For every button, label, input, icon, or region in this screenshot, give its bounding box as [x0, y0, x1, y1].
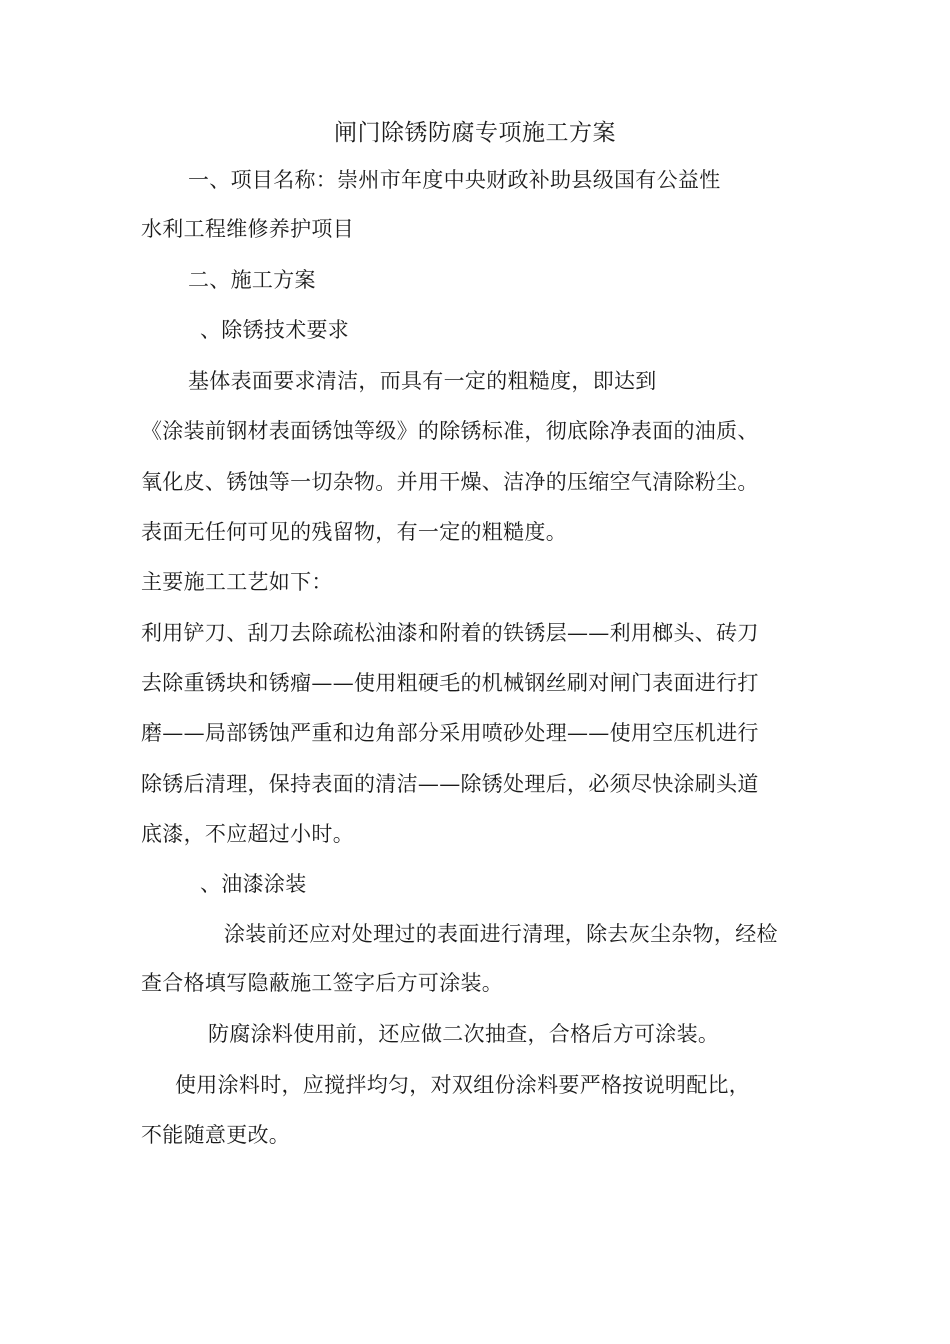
- document-title: 闸门除锈防腐专项施工方案: [334, 120, 616, 146]
- paragraph-line: 去除重锈块和锈瘤——使用粗硬毛的机械钢丝刷对闸门表面进行打: [141, 671, 759, 695]
- paragraph-line: 基体表面要求清洁，而具有一定的粗糙度，即达到: [188, 369, 657, 393]
- paragraph-line: 防腐涂料使用前，还应做二次抽查，合格后方可涂装。: [208, 1022, 720, 1046]
- project-name-line: 一、项目名称：崇州市年度中央财政补助县级国有公益性: [188, 168, 721, 192]
- process-intro-line: 主要施工工艺如下：: [141, 570, 333, 594]
- paragraph-line: 使用涂料时，应搅拌均匀，对双组份涂料要严格按说明配比，: [175, 1073, 751, 1097]
- paragraph-line: 表面无任何可见的残留物，有一定的粗糙度。: [141, 520, 567, 544]
- section-heading-construction-plan: 二、施工方案: [188, 268, 316, 292]
- subheading-paint-coating: 、油漆涂装: [200, 872, 307, 896]
- paragraph-line: 除锈后清理，保持表面的清洁——除锈处理后，必须尽快涂刷头道: [141, 772, 759, 796]
- subheading-rust-removal-requirements: 、除锈技术要求: [200, 318, 350, 342]
- paragraph-line: 底漆，不应超过小时。: [141, 822, 354, 846]
- paragraph-line: 磨——局部锈蚀严重和边角部分采用喷砂处理——使用空压机进行: [141, 721, 759, 745]
- paragraph-line: 查合格填写隐蔽施工签字后方可涂装。: [141, 971, 504, 995]
- paragraph-line: 涂装前还应对处理过的表面进行清理，除去灰尘杂物，经检: [224, 922, 778, 946]
- paragraph-line: 不能随意更改。: [141, 1123, 291, 1147]
- project-name-continuation: 水利工程维修养护项目: [141, 217, 354, 241]
- paragraph-line: 氧化皮、锈蚀等一切杂物。并用干燥、洁净的压缩空气清除粉尘。: [141, 470, 759, 494]
- paragraph-line: 利用铲刀、刮刀去除疏松油漆和附着的铁锈层——利用榔头、砖刀: [141, 621, 759, 645]
- paragraph-line: 《涂装前钢材表面锈蚀等级》的除锈标准，彻底除净表面的油质、: [141, 419, 759, 443]
